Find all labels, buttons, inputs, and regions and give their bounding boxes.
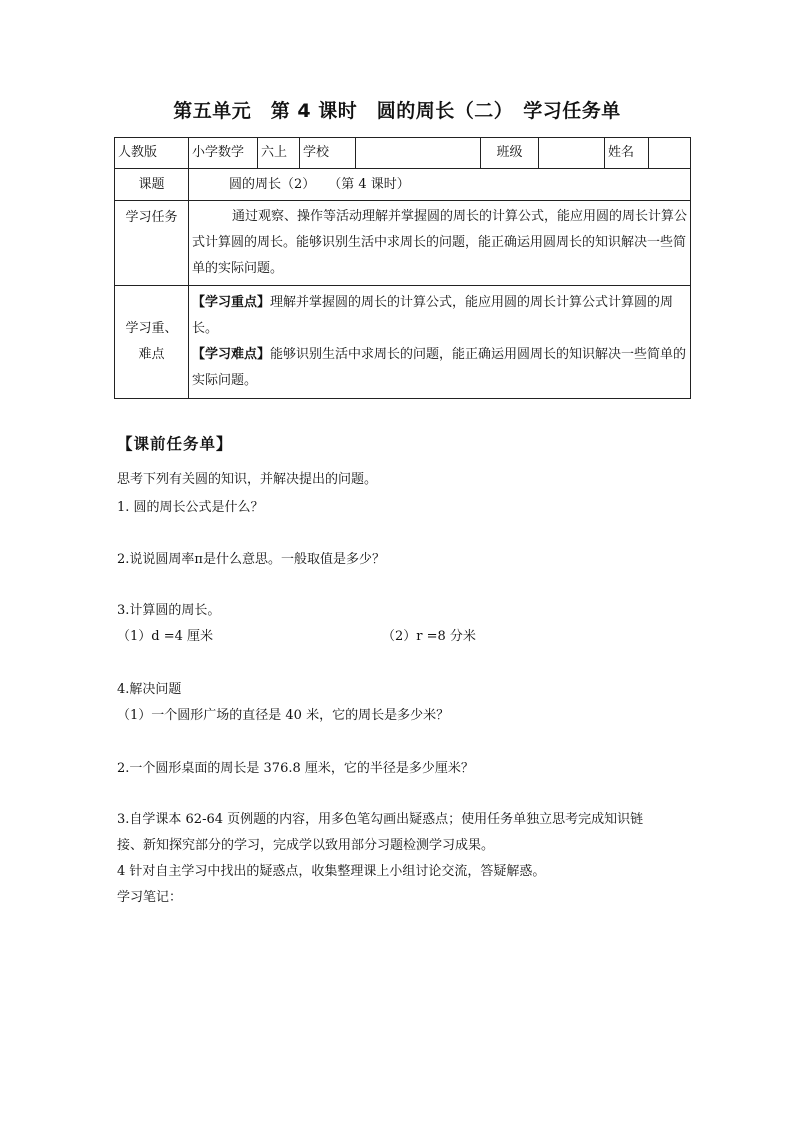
question-2: 2.说说圆周率π是什么意思。一般取值是多少？ — [117, 552, 385, 567]
grade-cell: 六上 — [258, 138, 300, 169]
difficulty-tag: 【学习难点】 — [192, 347, 271, 362]
info-table — [114, 137, 691, 399]
class-field[interactable] — [539, 138, 605, 169]
page-title: 第五单元 第 4 课时 圆的周长（二） 学习任务单 — [173, 100, 621, 122]
publisher-cell: 人教版 — [115, 138, 189, 169]
focus-tag: 【学习重点】 — [192, 295, 271, 310]
difficulty-paragraph — [192, 342, 687, 394]
header-row — [115, 138, 691, 169]
question-4b: 2.一个圆形桌面的周长是 376.8 厘米，它的半径是多少厘米？ — [117, 761, 474, 776]
question-3: 3.计算圆的周长。 — [117, 603, 221, 618]
school-field[interactable] — [356, 138, 481, 169]
name-label: 姓名 — [605, 138, 649, 169]
name-field[interactable] — [649, 138, 691, 169]
topic-label: 课题 — [115, 169, 189, 201]
school-label: 学校 — [300, 138, 356, 169]
task-text: 通过观察、操作等活动理解并掌握圆的周长的计算公式，能应用圆的周长计算公式计算圆的周长。能够识别生活中求周长的问题，能正确运用圆周长的知识解决一些简单的实际问题。 — [189, 201, 691, 286]
step-3-line1: 3.自学课本 62-64 页例题的内容，用多色笔勾画出疑惑点；使用任务单独立思考完成知识链 — [117, 812, 644, 827]
task-row — [115, 201, 691, 286]
key-points-label — [115, 286, 189, 399]
key-points-label-line2: 难点 — [138, 347, 165, 362]
question-4a: （1）一个圆形广场的直径是 40 米，它的周长是多少米？ — [117, 708, 450, 723]
question-3a: （1）d =4 厘米 — [117, 629, 214, 644]
class-label: 班级 — [481, 138, 539, 169]
question-4: 4.解决问题 — [117, 682, 182, 697]
pre-class-heading: 【课前任务单】 — [117, 435, 233, 453]
intro-line: 思考下列有关圆的知识，并解决提出的问题。 — [117, 472, 378, 487]
question-1: 1. 圆的周长公式是什么？ — [117, 500, 264, 515]
notes-label: 学习笔记： — [117, 890, 183, 905]
difficulty-text: 能够识别生活中求周长的问题，能正确运用圆周长的知识解决一些简单的实际问题。 — [192, 347, 687, 388]
focus-text: 理解并掌握圆的周长的计算公式，能应用圆的周长计算公式计算圆的周长。 — [192, 295, 674, 336]
step-3-line2: 接、新知探究部分的学习，完成学以致用部分习题检测学习成果。 — [117, 838, 495, 853]
topic-row — [115, 169, 691, 201]
task-label: 学习任务 — [115, 201, 189, 286]
question-3b: （2）r =8 分米 — [382, 629, 476, 644]
step-4: 4 针对自主学习中找出的疑惑点，收集整理课上小组讨论交流，答疑解惑。 — [117, 864, 546, 879]
subject-cell: 小学数学 — [189, 138, 258, 169]
key-points-row — [115, 286, 691, 399]
key-points-label-line1: 学习重、 — [125, 321, 178, 336]
focus-paragraph — [192, 290, 687, 342]
key-points-content — [189, 286, 691, 399]
topic-value: 圆的周长（2） （第 4 课时） — [189, 169, 691, 201]
